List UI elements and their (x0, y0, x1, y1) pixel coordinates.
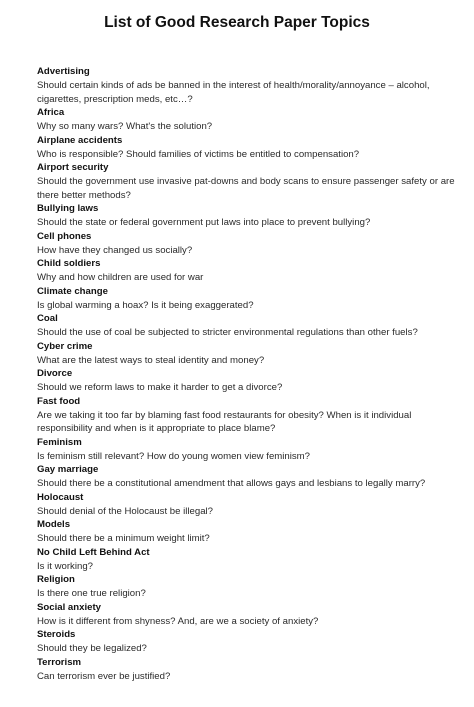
topic-question: Should the state or federal government put laws into place to prevent bullying? (37, 217, 371, 228)
topic-name: Africa (37, 107, 65, 118)
topic-item (37, 340, 457, 368)
topic-item (37, 656, 457, 684)
topic-name: Social anxiety (37, 601, 101, 613)
topic-name: Airplane accidents (37, 134, 123, 146)
topic-name: Bullying laws (37, 203, 99, 214)
topic-question: Should the government use invasive pat-downs and body scans to ensure passenger safety or are there better methods? (37, 176, 455, 201)
topic-question: How is it different from shyness? And, are we a society of anxiety? (37, 615, 319, 627)
topic-item (37, 257, 457, 285)
topic-item (37, 601, 457, 629)
topic-item (37, 546, 457, 574)
topic-name: Steroids (37, 629, 76, 640)
topic-question: Is it working? (37, 560, 93, 572)
topic-item (37, 161, 457, 202)
topic-item (37, 436, 457, 464)
topic-name: Fast food (37, 395, 81, 407)
topic-question: Should certain kinds of ads be banned in the interest of health/morality/annoyance – alcohol, cigarettes, prescription meds, etc…? (37, 80, 430, 105)
topic-list (37, 65, 457, 683)
topic-name: No Child Left Behind Act (37, 546, 150, 558)
topic-name: Child soldiers (37, 258, 101, 269)
topic-item (37, 106, 457, 134)
topic-item (37, 65, 457, 106)
topic-question: Should denial of the Holocaust be illegal? (37, 505, 214, 517)
topic-question: Is there one true religion? (37, 588, 146, 599)
topic-item (37, 491, 457, 519)
topic-name: Cyber crime (37, 340, 93, 352)
topic-item (37, 367, 457, 395)
topic-question: Are we taking it too far by blaming fast food restaurants for obesity? When is it individual responsibility and when is it appropriate to place blame? (37, 409, 412, 434)
topic-name: Climate change (37, 285, 108, 297)
topic-item (37, 518, 457, 546)
topic-name: Models (37, 519, 71, 530)
topic-name: Terrorism (37, 656, 82, 668)
topic-item (37, 573, 457, 601)
topic-name: Divorce (37, 368, 73, 379)
topic-question: Can terrorism ever be justified? (37, 670, 171, 682)
topic-question: Should there be a minimum weight limit? (37, 533, 210, 544)
topic-name: Feminism (37, 436, 82, 448)
topic-question: How have they changed us socially? (37, 244, 193, 256)
topic-question: Who is responsible? Should families of victims be entitled to compensation? (37, 148, 360, 160)
topic-name: Religion (37, 574, 75, 585)
topic-question: Why and how children are used for war (37, 272, 204, 283)
topic-question: Should the use of coal be subjected to stricter environmental regulations than other fuels? (37, 327, 418, 338)
page-title: List of Good Research Paper Topics (104, 14, 370, 31)
topic-question: Should there be a constitutional amendment that allows gays and lesbians to legally marry? (37, 478, 426, 489)
topic-question: Is global warming a hoax? Is it being exaggerated? (37, 299, 254, 311)
topic-item (37, 134, 457, 162)
topic-item (37, 312, 457, 340)
topic-item (37, 628, 457, 656)
topic-question: What are the latest ways to steal identity and money? (37, 354, 265, 366)
topic-name: Advertising (37, 66, 90, 77)
topic-name: Holocaust (37, 491, 84, 503)
topic-name: Coal (37, 313, 58, 324)
topic-item (37, 463, 457, 491)
topic-question: Is feminism still relevant? How do young women view feminism? (37, 450, 310, 462)
topic-name: Airport security (37, 162, 109, 173)
topic-item (37, 285, 457, 313)
topic-item (37, 202, 457, 230)
topic-question: Should we reform laws to make it harder to get a divorce? (37, 382, 283, 393)
topic-item (37, 395, 457, 436)
topic-name: Cell phones (37, 230, 92, 242)
topic-name: Gay marriage (37, 464, 99, 475)
topic-question: Why so many wars? What's the solution? (37, 121, 213, 132)
topic-question: Should they be legalized? (37, 643, 147, 654)
topic-item (37, 230, 457, 258)
